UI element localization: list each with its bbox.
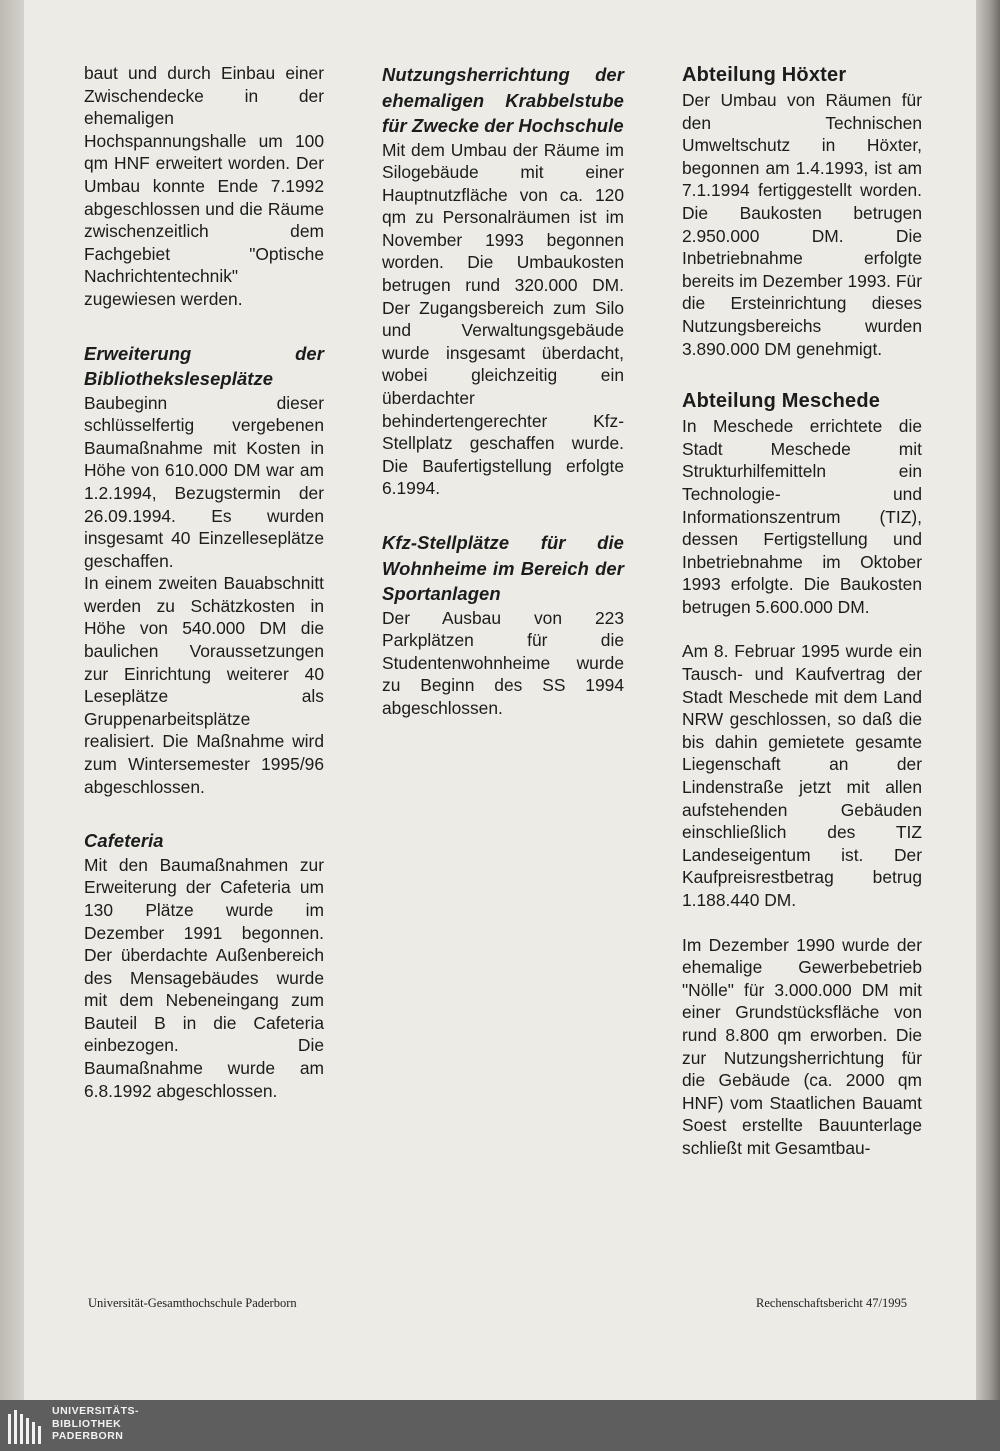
text-column-1 [84, 62, 324, 1102]
footer-university: Universität-Gesamthochschule Paderborn [88, 1296, 297, 1310]
library-banner [0, 1400, 1000, 1451]
heading-kfz-stellplaetze: Kfz-Stellplätze für die Wohnheime im Bereich der Sportanlagen [382, 532, 624, 604]
paragraph-kfz-stellplaetze: Der Ausbau von 223 Parkplätzen für die Studentenwohnheime wurde zu Beginn des SS 1994 abgeschlossen. [382, 607, 624, 718]
text-column-3 [682, 62, 922, 1160]
library-name-line-3: PADERBORN [52, 1430, 124, 1442]
paragraph-cafeteria: Mit den Baumaßnahmen zur Erweiterung der Cafeteria um 130 Plätze wurde im Dezember 1991 begonnen. Der überdachte Außenbereich des Mensagebäudes wurde mit dem Nebeneingang zum Bauteil B in die Cafeteria einbezogen. Die Baumaßnahme wurde am 6.8.1992 abgeschlossen. [84, 854, 324, 1101]
heading-cafeteria: Cafeteria [84, 830, 164, 852]
heading-hoexter: Abteilung Höxter [682, 64, 847, 86]
library-logo-icon [6, 1406, 46, 1446]
right-page-edge [976, 0, 1000, 1400]
paragraph-hoexter: Der Umbau von Räumen für den Technischen Umweltschutz in Höxter, begonnen am 1.4.1993, ist am 7.1.1994 fertiggestellt worden. Die Baukosten betrugen 2.950.000 DM. Die Inbetriebnahme erfolgte bereits im Dezember 1993. Für die Ersteinrichtung dieses Nutzungsbereichs wurden 3.890.000 DM genehmigt. [682, 90, 922, 359]
library-name-line-1: UNIVERSITÄTS- [52, 1405, 140, 1417]
heading-meschede: Abteilung Meschede [682, 390, 881, 413]
heading-krabbelstube: Nutzungsherrichtung der ehemaligen Krabbelstube für Zwecke der Hochschule [382, 64, 624, 136]
library-name-line-2: BIBLIOTHEK [52, 1417, 122, 1430]
paragraph-meschede-1: In Meschede errichtete die Stadt Meschede mit Strukturhilfemitteln ein Technologie- und Informationszentrum (TIZ), dessen Fertigstellung und Inbetriebnahme im Oktober 1993 erfolgte. Die Baukosten betrugen 5.600.000 DM. [682, 416, 922, 617]
left-page-edge [0, 0, 24, 1400]
library-name [52, 1405, 139, 1443]
paragraph-bibliothek-2: In einem zweiten Bauabschnitt werden zu Schätzkosten in Höhe von 540.000 DM die baulichen Voraussetzungen zur Einrichtung weiterer 40 Leseplätze als Gruppenarbeitsplätze realisiert. Die Maßnahme wird zum Wintersemester 1995/96 abgeschlossen. [84, 573, 324, 797]
paragraph-meschede-2: Am 8. Februar 1995 wurde ein Tausch- und Kaufvertrag der Stadt Meschede mit dem Land NRW geschlossen, so daß die bis dahin gemietete gesamte Liegenschaft an der Lindenstraße jetzt mit allen aufstehenden Gebäuden einschließlich des TIZ Landeseigentum ist. Der Kaufpreisrestbetrag betrug 1.188.440 DM. [682, 641, 922, 910]
paragraph-bibliothek-1: Baubeginn dieser schlüsselfertig vergebenen Baumaßnahme mit Kosten in Höhe von 610.000 DM war am 1.2.1994, Bezugstermin der 26.09.1994. Es wurden insgesamt 40 Einzelleseplätze geschaffen. [84, 392, 324, 571]
footer-report: Rechenschaftsbericht 47/1995 [756, 1296, 907, 1310]
paragraph-intro: baut und durch Einbau einer Zwischendecke in der ehemaligen Hochspannungshalle um 100 qm HNF erweitert worden. Der Umbau konnte Ende 7.1992 abgeschlossen und die Räume zwischenzeitlich dem Fachgebiet "Optische Nachrichtentechnik" zugewiesen werden. [84, 63, 324, 309]
paragraph-krabbelstube: Mit dem Umbau der Räume im Silogebäude mit einer Hauptnutzfläche von ca. 120 qm zu Personalräumen ist im November 1993 begonnen worden. Die Umbaukosten betrugen rund 320.000 DM. Der Zugangsbereich zum Silo und Verwaltungsgebäude wurde insgesamt überdacht, wobei gleichzeitig ein überdachter behindertengerechter Kfz-Stellplatz geschaffen wurde. Die Baufertigstellung erfolgte 6.1994. [382, 139, 624, 499]
text-column-2 [382, 62, 624, 719]
paragraph-meschede-3: Im Dezember 1990 wurde der ehemalige Gewerbebetrieb "Nölle" für 3.000.000 DM mit einer Grundstücksfläche von rund 8.800 qm erworben. Die zur Nutzungsherrichtung für die Gebäude (ca. 2000 qm HNF) vom Staatlichen Bauamt Soest erstellte Bauunterlage schließt mit Gesamtbau- [682, 934, 922, 1158]
heading-bibliothek: Erweiterung der Bibliotheksleseplätze [84, 342, 324, 390]
